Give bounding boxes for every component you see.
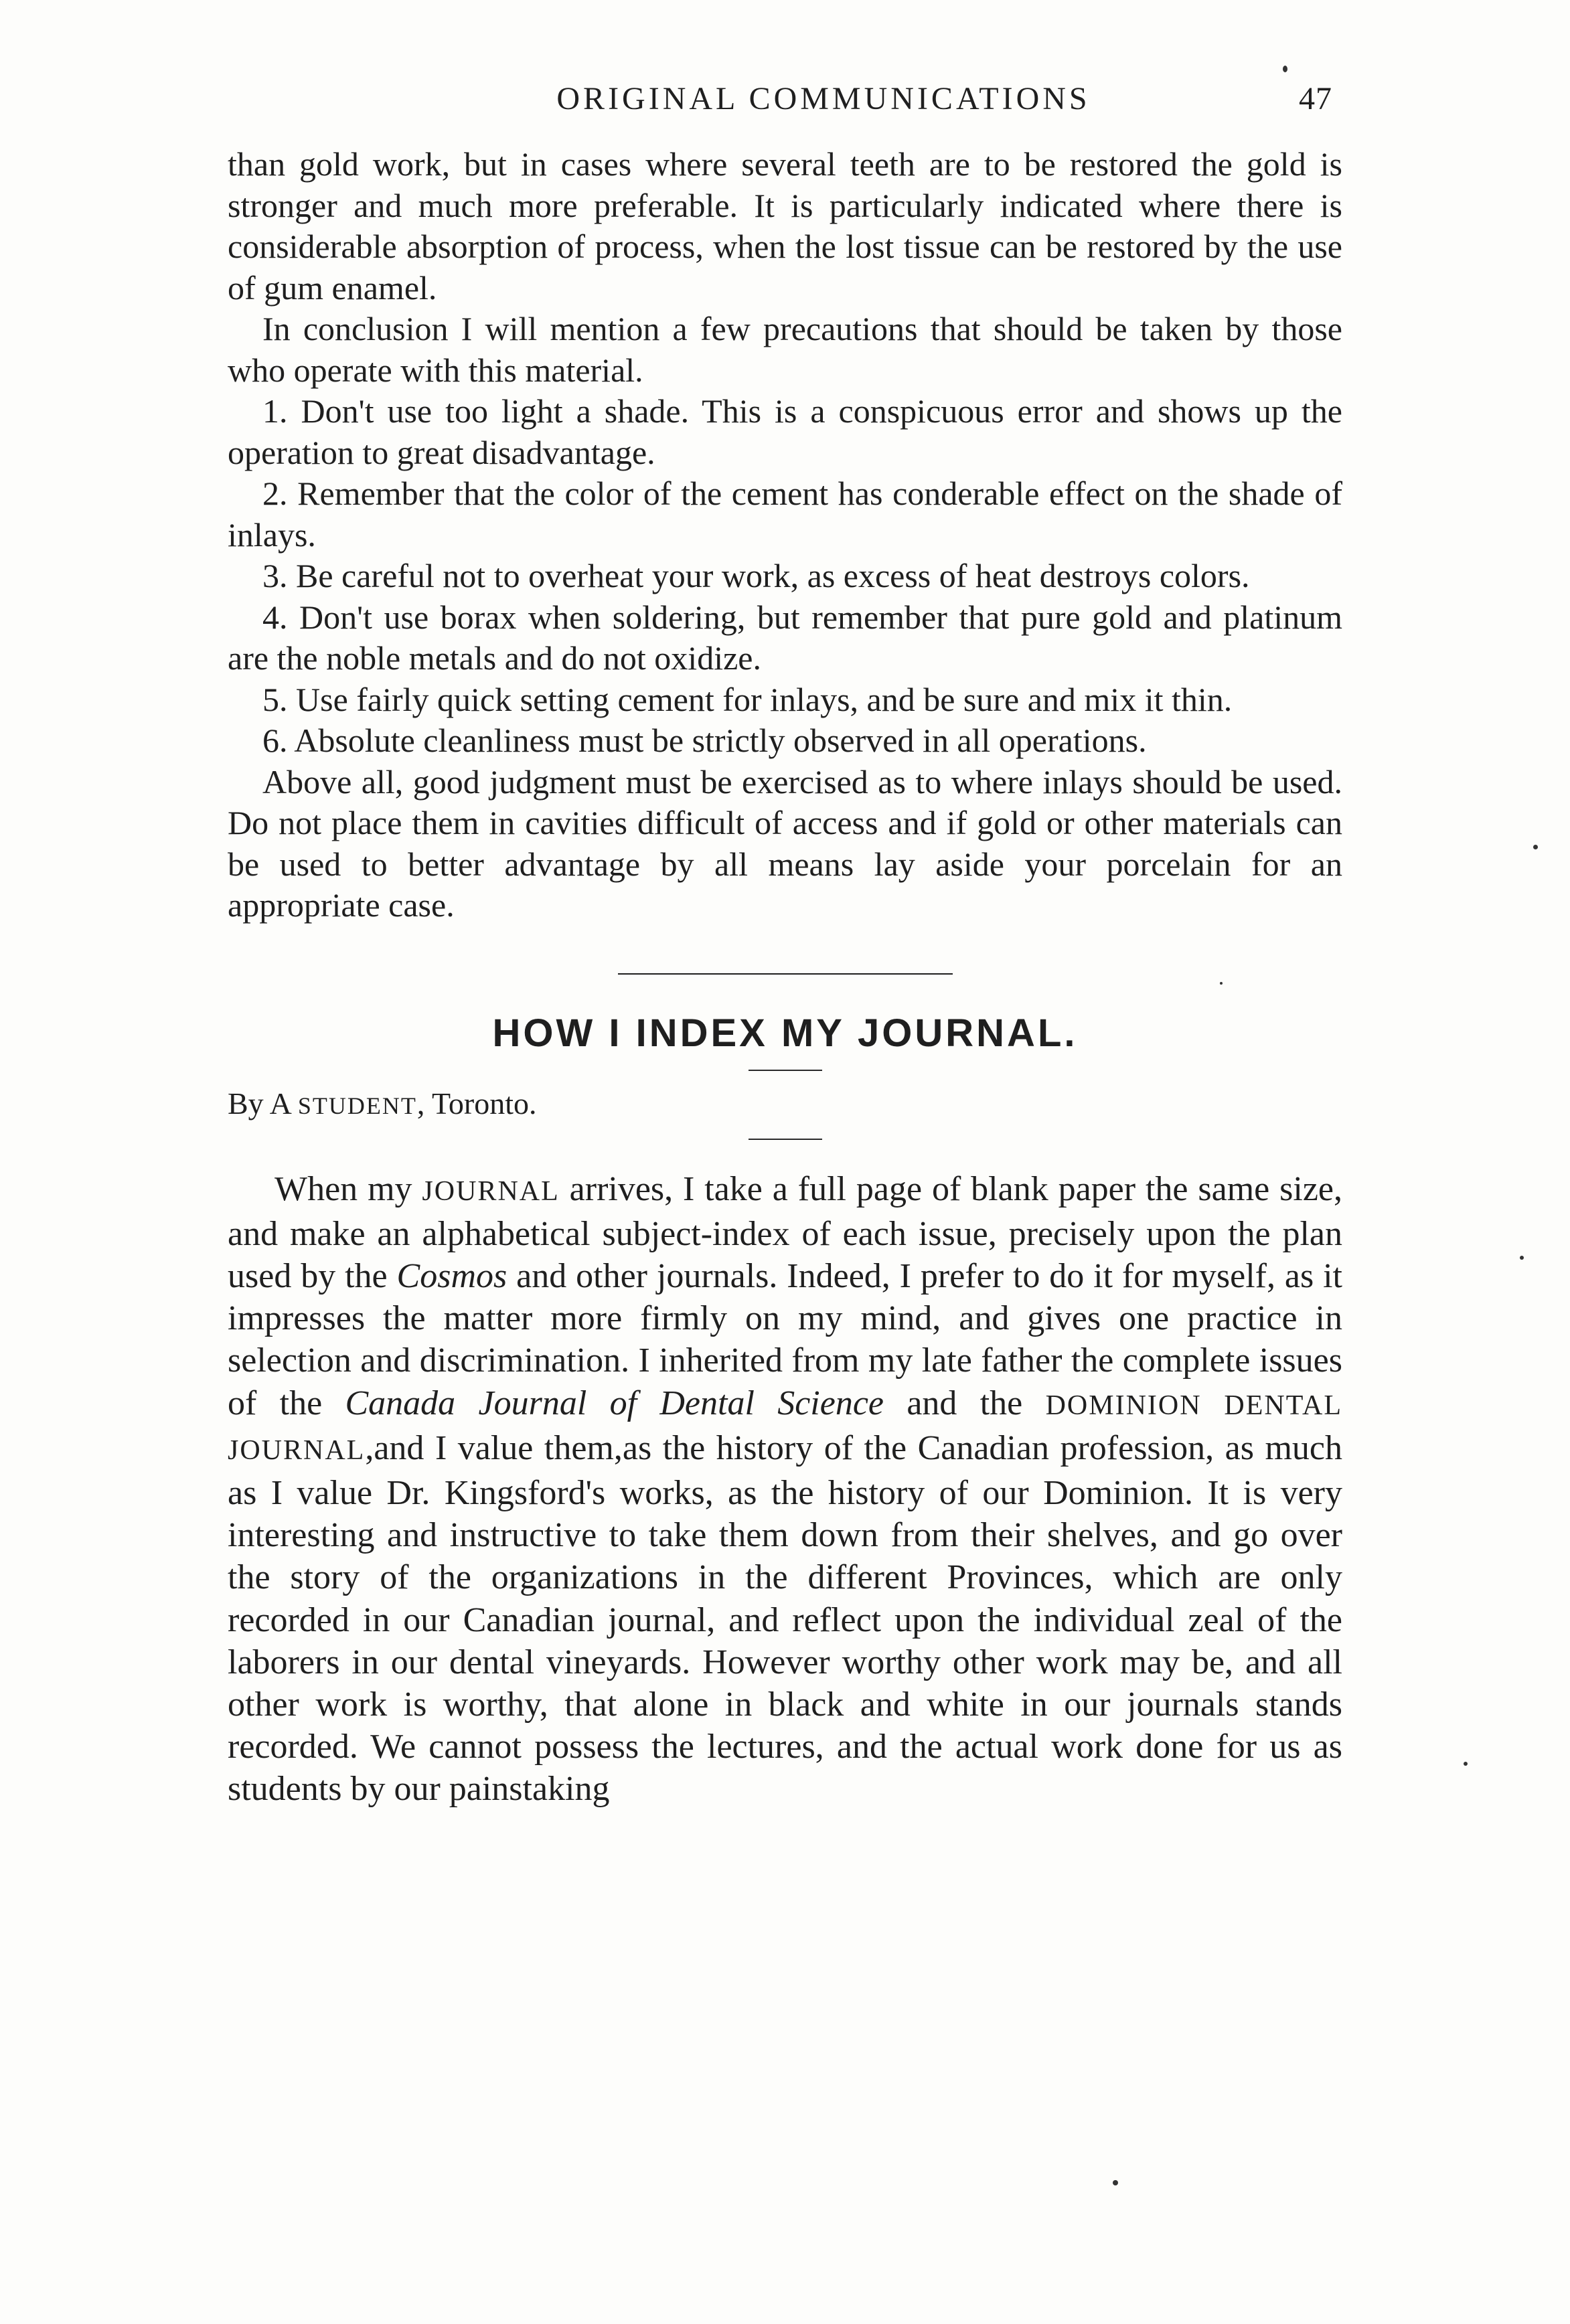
article-body (228, 1168, 1342, 1811)
paragraph: than gold work, but in cases where several teeth are to be restored the gold is stronger and much more preferable. It is particularly indicated where there is considerable absorption of process, when the lost tissue can be restored by the use of gum enamel. (228, 145, 1342, 307)
text-run: ,and I value them,as the history of the Canadian profession, as much as I value Dr. Kingsford's works, as the history of our Dominion. It is very interesting and instructive to take them down from their shelves, and go over the story of the organizations in the different Provinces, which are only recorded in our Canadian journal, and reflect upon the individual zeal of the laborers in our dental vineyards. However worthy other work may be, and all other work is worthy, that alone in black and white in our journals stands recorded. We cannot possess the lectures, and the actual work done for us as students by our painstaking (228, 1428, 1342, 1809)
journal-name: JOURNAL (422, 1175, 560, 1207)
scan-speck (1283, 66, 1287, 72)
list-item: 2. Remember that the color of the cement has conderable effect on the shade of inlays. (228, 475, 1342, 554)
paragraph (228, 1168, 1342, 1811)
paragraph: In conclusion I will mention a few precautions that should be taken by those who operate with this material. (228, 310, 1342, 389)
scan-speck (1533, 845, 1538, 849)
byline-author: STUDENT (297, 1092, 417, 1119)
scan-speck (1113, 2180, 1118, 2185)
canada-journal-title: Canada Journal of Dental Science (345, 1384, 884, 1422)
page-number: 47 (1299, 81, 1332, 116)
list-item: 6. Absolute cleanliness must be strictly observed in all operations. (262, 722, 1147, 759)
byline (228, 1080, 1342, 1129)
text-run: and the (884, 1384, 1046, 1422)
title-rule (749, 1070, 822, 1071)
article-title: HOW I INDEX MY JOURNAL. (492, 1011, 1078, 1055)
scan-speck (1520, 1256, 1524, 1260)
cosmos-title: Cosmos (396, 1256, 507, 1295)
text-run: and other journals. Indeed, I prefer to do it for myself, as it impresses the matter more firmly on my mind, and gives one practice in selection and discrimination. I inherited from my late father the complete issues of the (228, 1256, 1342, 1422)
list-item: 3. Be careful not to overheat your work, as excess of heat destroys colors. (262, 557, 1250, 594)
running-head (315, 75, 1332, 129)
text-run: arrives, I take a full page of blank paper the same size, and make an alphabetical subject-index of each issue, precisely upon the plan used by the (228, 1169, 1343, 1295)
dominion-dental-journal: DOMINION DENTAL JOURNAL (228, 1390, 1342, 1466)
paragraph: Above all, good judgment must be exercised as to where inlays should be used. Do not place them in cavities difficult of access and if gold or other materials can be used to better advantage by all means lay aside your porcelain for an appropriate case. (228, 762, 1342, 924)
scan-speck (1464, 1762, 1468, 1766)
list-item: 5. Use fairly quick setting cement for inlays, and be sure and mix it thin. (262, 680, 1233, 718)
list-item: 1. Don't use too light a shade. This is a conspicuous error and shows up the operation to great disadvantage. (228, 392, 1342, 471)
text-run: When my (274, 1169, 422, 1208)
section-divider (618, 973, 953, 975)
byline-rule (749, 1139, 822, 1140)
previous-article-conclusion (228, 144, 1342, 926)
running-head-title: ORIGINAL COMMUNICATIONS (556, 81, 1091, 116)
list-item: 4. Don't use borax when soldering, but remember that pure gold and platinum are the noble metals and do not oxidize. (228, 598, 1342, 677)
text-column (228, 144, 1342, 1811)
scan-speck (1220, 982, 1223, 985)
byline-place: , Toronto. (416, 1086, 537, 1120)
byline-prefix: By A (228, 1086, 298, 1120)
